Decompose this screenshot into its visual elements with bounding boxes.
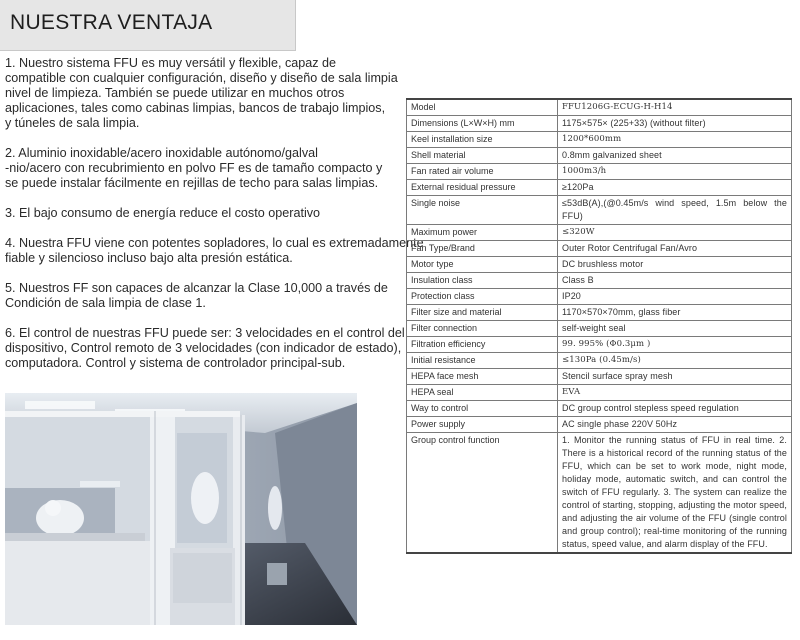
advantage-line: 3. El bajo consumo de energía reduce el costo operativo [5,206,321,220]
spec-key: Fan Type/Brand [407,241,558,257]
spec-key: Group control function [407,433,558,554]
spec-key: Filter size and material [407,305,558,321]
advantage-line: nivel de limpieza. También se puede utilizar en muchos otros [5,86,345,100]
spec-key: Dimensions (L×W×H) mm [407,116,558,132]
spec-value: 1175×575× (225+33) (without filter) [558,116,792,132]
advantage-line: 5. Nuestros FF son capaces de alcanzar la Clase 10,000 a través de [5,281,388,295]
table-row [407,321,792,337]
table-row [407,433,792,554]
advantage-line: se puede instalar fácilmente en rejillas de techo para salas limpias. [5,176,379,190]
advantage-line: y túneles de sala limpia. [5,116,140,130]
spec-key: Power supply [407,417,558,433]
table-row [407,99,792,116]
advantage-item [5,326,405,371]
spec-key: Motor type [407,257,558,273]
spec-value: DC group control stepless speed regulation [558,401,792,417]
table-row [407,401,792,417]
spec-value: 1200*600mm [558,132,792,148]
spec-value: ≤320W [558,225,792,241]
table-row [407,241,792,257]
cleanroom-photo [5,393,357,625]
advantage-item [5,281,393,311]
advantage-line: dispositivo, Control remoto de 3 velocidades (con indicador de estado), [5,341,402,355]
spec-key: HEPA face mesh [407,369,558,385]
spec-value: 0.8mm galvanized sheet [558,148,792,164]
spec-value: 1170×570×70mm, glass fiber [558,305,792,321]
spec-value: Outer Rotor Centrifugal Fan/Avro [558,241,792,257]
advantage-line: 4. Nuestra FFU viene con potentes sopladores, lo cual es extremadamente [5,236,424,250]
table-row [407,132,792,148]
spec-key: Insulation class [407,273,558,289]
table-row [407,148,792,164]
advantage-item [5,56,398,131]
table-row [407,273,792,289]
spec-value: 1000m3/h [558,164,792,180]
table-row [407,337,792,353]
spec-value: ≤53dB(A),(@0.45m/s wind speed, 1.5m below the FFU) [558,196,792,225]
spec-key: Maximum power [407,225,558,241]
table-row [407,305,792,321]
spec-value: Stencil surface spray mesh [558,369,792,385]
advantage-line: compatible con cualquier configuración, diseño y diseño de sala limpia [5,71,398,85]
advantage-line: computadora. Control y sistema de controlador principal-sub. [5,356,346,370]
spec-value: 99. 995% (Φ0.3μm ) [558,337,792,353]
table-row [407,385,792,401]
table-row [407,116,792,132]
spec-key: External residual pressure [407,180,558,196]
spec-key: Filtration efficiency [407,337,558,353]
advantage-item [5,146,393,191]
spec-key: Model [407,99,558,116]
table-row [407,225,792,241]
advantage-line: fiable y silencioso incluso bajo alta presión estática. [5,251,293,265]
spec-key: Fan rated air volume [407,164,558,180]
advantage-line: 1. Nuestro sistema FFU es muy versátil y flexible, capaz de [5,56,337,70]
spec-value: self-weight seal [558,321,792,337]
advantage-line: 6. El control de nuestras FFU puede ser: 3 velocidades en el control del [5,326,405,340]
spec-value: AC single phase 220V 50Hz [558,417,792,433]
spec-key: Protection class [407,289,558,305]
table-row [407,164,792,180]
spec-value: DC brushless motor [558,257,792,273]
table-row [407,257,792,273]
table-row [407,180,792,196]
spec-value: ≥120Pa [558,180,792,196]
table-row [407,369,792,385]
advantage-line: 2. Aluminio inoxidable/acero inoxidable autónomo/galval [5,146,318,160]
spec-value: Class B [558,273,792,289]
spec-key: Keel installation size [407,132,558,148]
advantage-line: Condición de sala limpia de clase 1. [5,296,206,310]
advantage-item [5,206,393,221]
spec-value: 1. Monitor the running status of FFU in real time. 2. There is a historical record of the running status of the FFU, which can be set to work mode, night mode, holiday mode, automatic switch, and can control the switch of FFU regularly. 3. The system can realize the control of starting, stopping, adjusting the motor speed, and adjusting the air volume of the FFU (single control and group control); real-time monitoring of the running status, speed value, and alarm display of the FFU. [558,433,792,554]
spec-value: FFU1206G-ECUG-H-H14 [558,99,792,116]
spec-key: Filter connection [407,321,558,337]
spec-key: Initial resistance [407,353,558,369]
section-title: NUESTRA VENTAJA [10,11,213,34]
spec-value: IP20 [558,289,792,305]
spec-value: ≤130Pa (0.45m/s) [558,353,792,369]
spec-key: Single noise [407,196,558,225]
spec-key: Way to control [407,401,558,417]
advantage-line: -nio/acero con recubrimiento en polvo FF es de tamaño compacto y [5,161,383,175]
spec-key: Shell material [407,148,558,164]
advantage-item [5,236,424,266]
spec-key: HEPA seal [407,385,558,401]
table-row [407,417,792,433]
table-row [407,196,792,225]
section-header [0,0,296,51]
spec-table [406,98,792,554]
table-row [407,289,792,305]
advantage-line: aplicaciones, tales como cabinas limpias, bancos de trabajo limpios, [5,101,386,115]
spec-value: EVA [558,385,792,401]
table-row [407,353,792,369]
